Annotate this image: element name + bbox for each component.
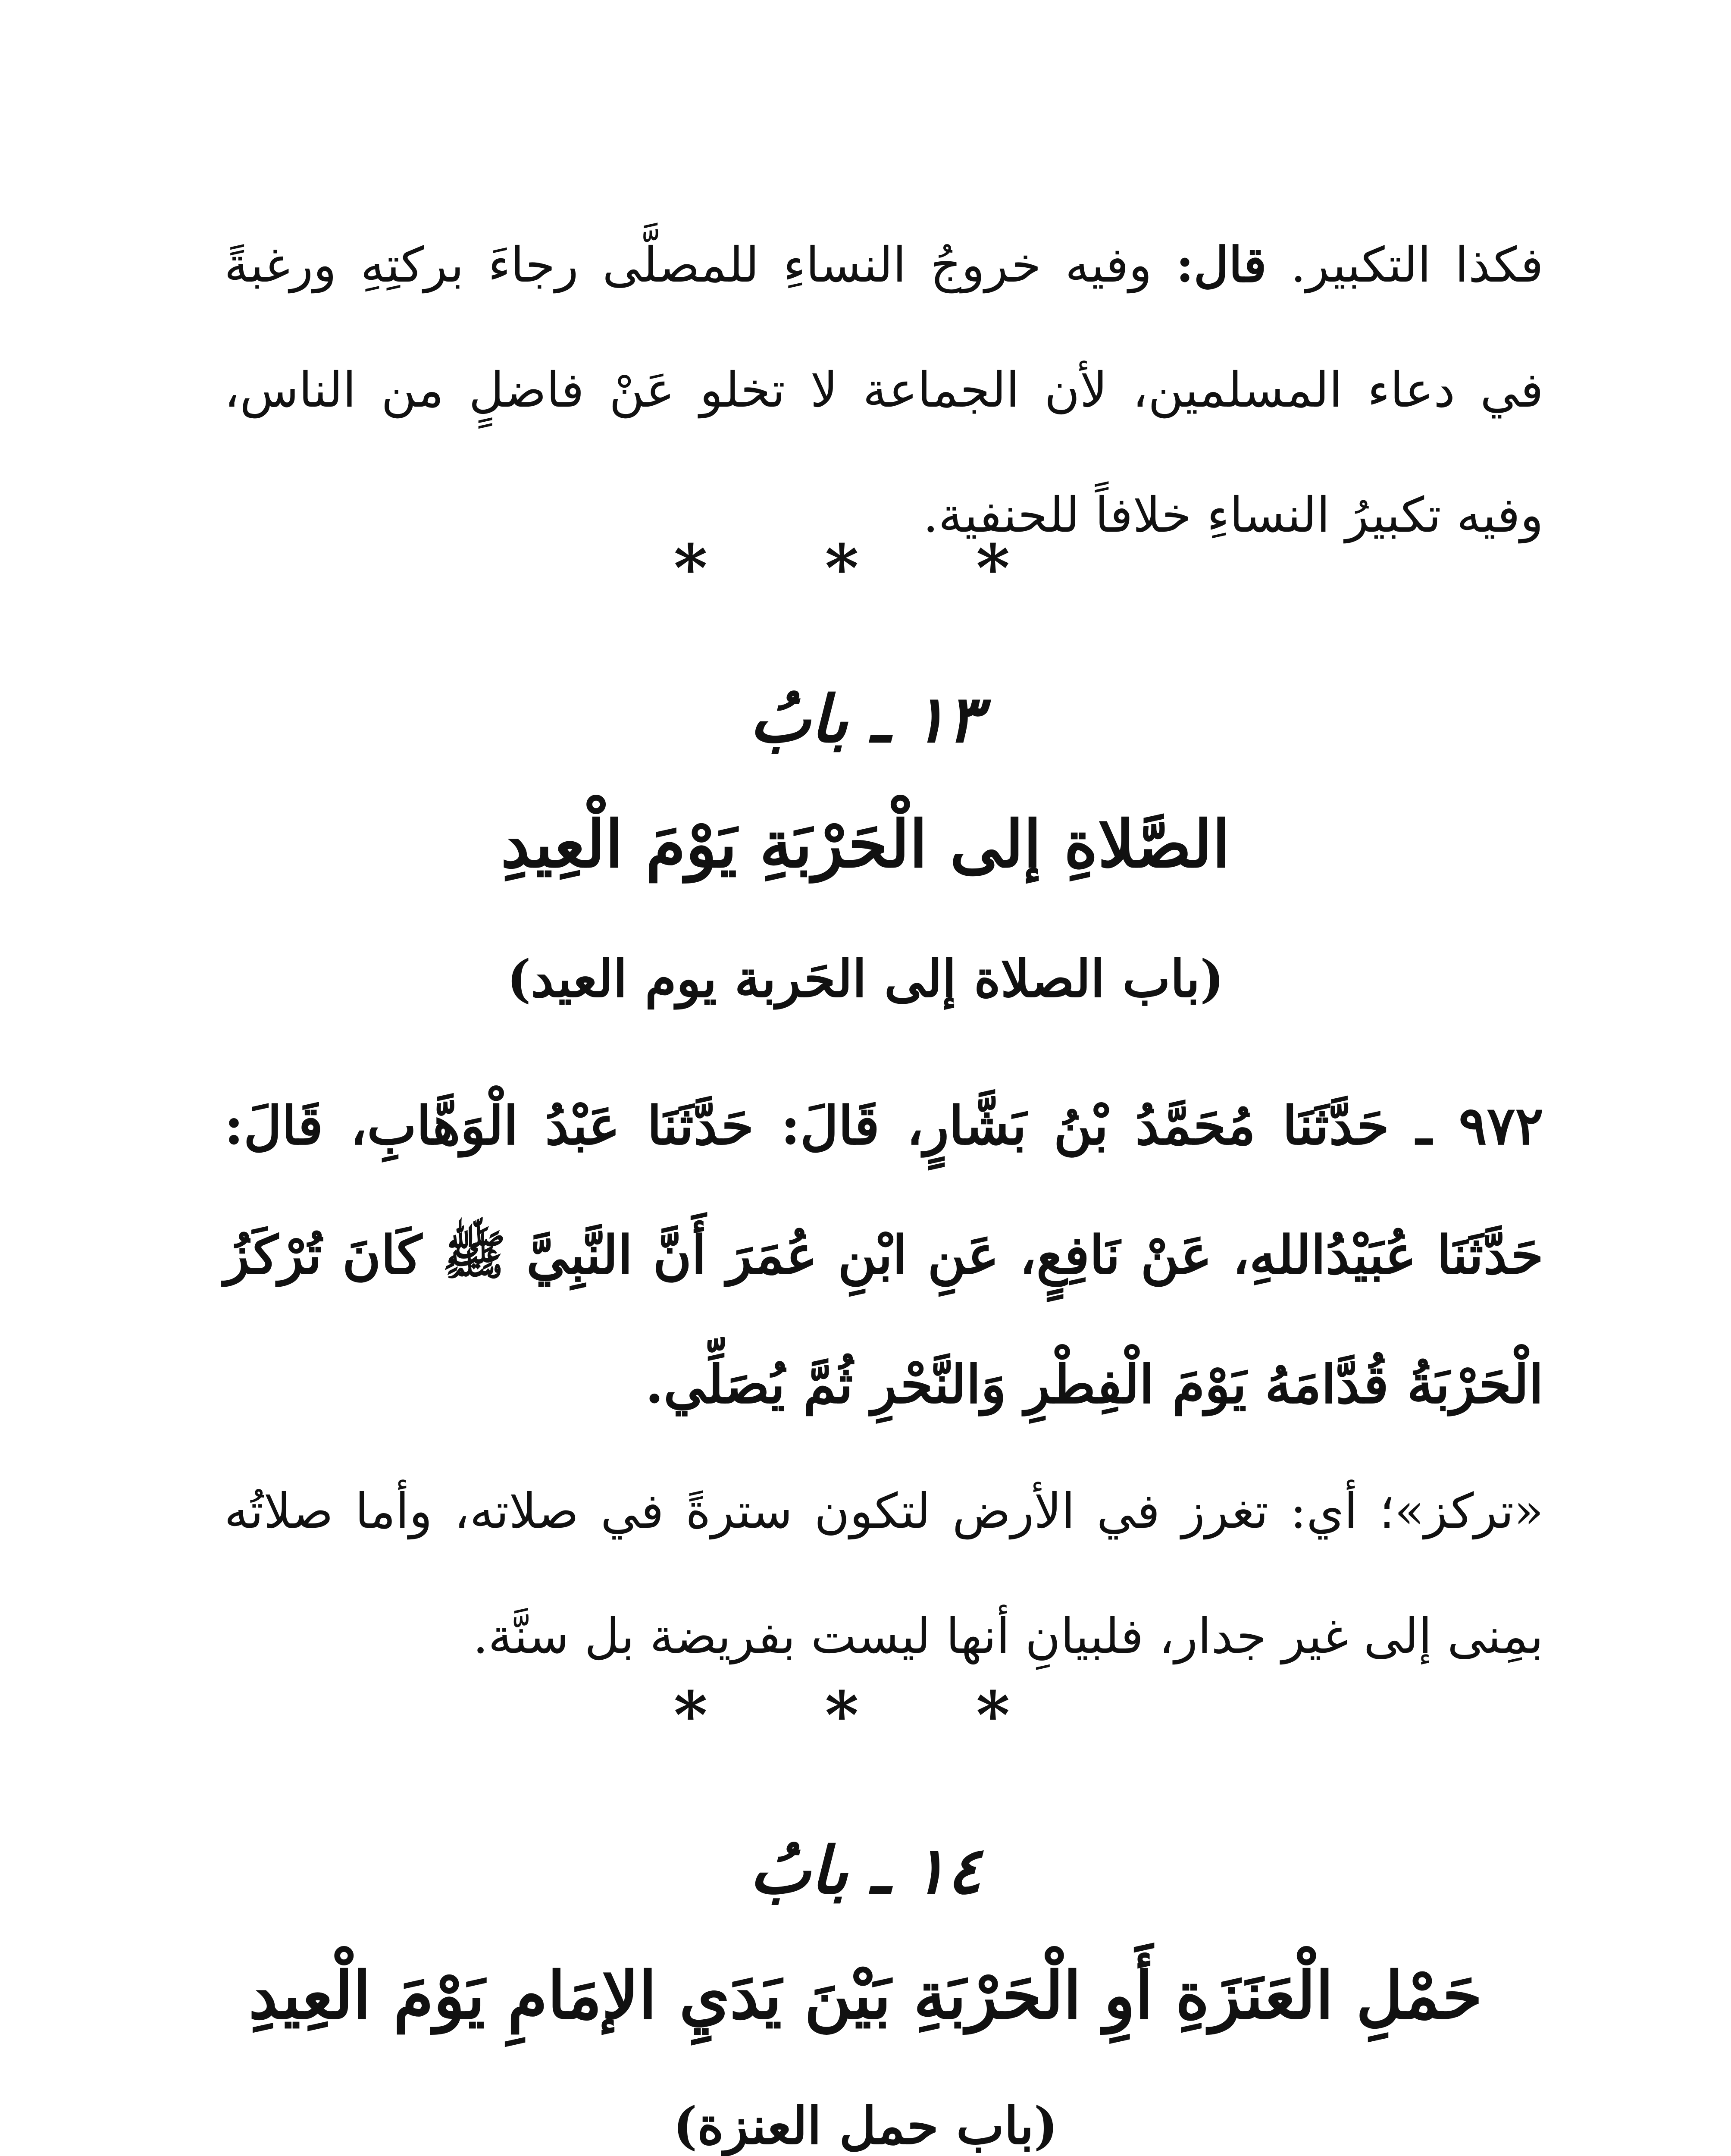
hadith-972-text: ٩٧٢ ـ حَدَّثَنَا مُحَمَّدُ بْنُ بَشَّارٍ، قَالَ: حَدَّثَنَا عَبْدُ الْوَهَّابِ، قَالَ: حَدَّثَنَا عُبَيْدُاللهِ، عَنْ نَافِعٍ، عَنِ ابْنِ عُمَرَ أَنَّ النَّبِيَّ ﷺ كَانَ تُرْكَزُ الْحَرْبَةُ قُدَّامَهُ يَوْمَ الْفِطْرِ وَالنَّحْرِ ثُمَّ يُصَلِّي. bbox=[224, 1094, 1543, 1415]
section-separator: * * * bbox=[673, 530, 1058, 606]
chapter-13-title: الصَّلاةِ إلى الْحَرْبَةِ يَوْمَ الْعِيدِ bbox=[501, 806, 1230, 882]
intro-paragraph bbox=[224, 203, 1543, 578]
hadith-972 bbox=[224, 1061, 1543, 1449]
chapter-13-subtitle: (باب الصلاة إلى الحَربة يوم العيد) bbox=[507, 949, 1224, 1009]
section-separator: * * * bbox=[673, 1677, 1058, 1753]
intro-text-rest: وفيه خروجُ النساءِ للمصلَّى رجاءَ بركتِهِ ورغبةً في دعاء المسلمين، لأن الجماعة لا تخلو عَنْ فاضلٍ من الناس، وفيه تكبيرُ النساءِ خلافاً للحنفية. bbox=[224, 237, 1544, 543]
intro-text-start: فكذا التكبير. bbox=[1290, 237, 1544, 293]
chapter-14-number: ١٤ ـ بابُ bbox=[749, 1833, 982, 1908]
qala-label: قال: bbox=[1176, 237, 1267, 293]
chapter-13-commentary bbox=[224, 1449, 1543, 1699]
chapter-14-subtitle: (باب حمل العنزة) bbox=[673, 2096, 1058, 2156]
commentary-text: «تركز»؛ أي: تغرز في الأرض لتكون سترةً في صلاته، وأما صلاتُه بمِنى إلى غير جدار، فلبيانِ أنها ليست بفريضة بل سنَّة. bbox=[224, 1483, 1543, 1664]
chapter-13-number: ١٣ ـ بابُ bbox=[749, 681, 982, 757]
chapter-14-title: حَمْلِ الْعَنَزَةِ أَوِ الْحَرْبَةِ بَيْنَ يَدَيِ الإمَامِ يَوْمَ الْعِيدِ bbox=[248, 1958, 1483, 2034]
